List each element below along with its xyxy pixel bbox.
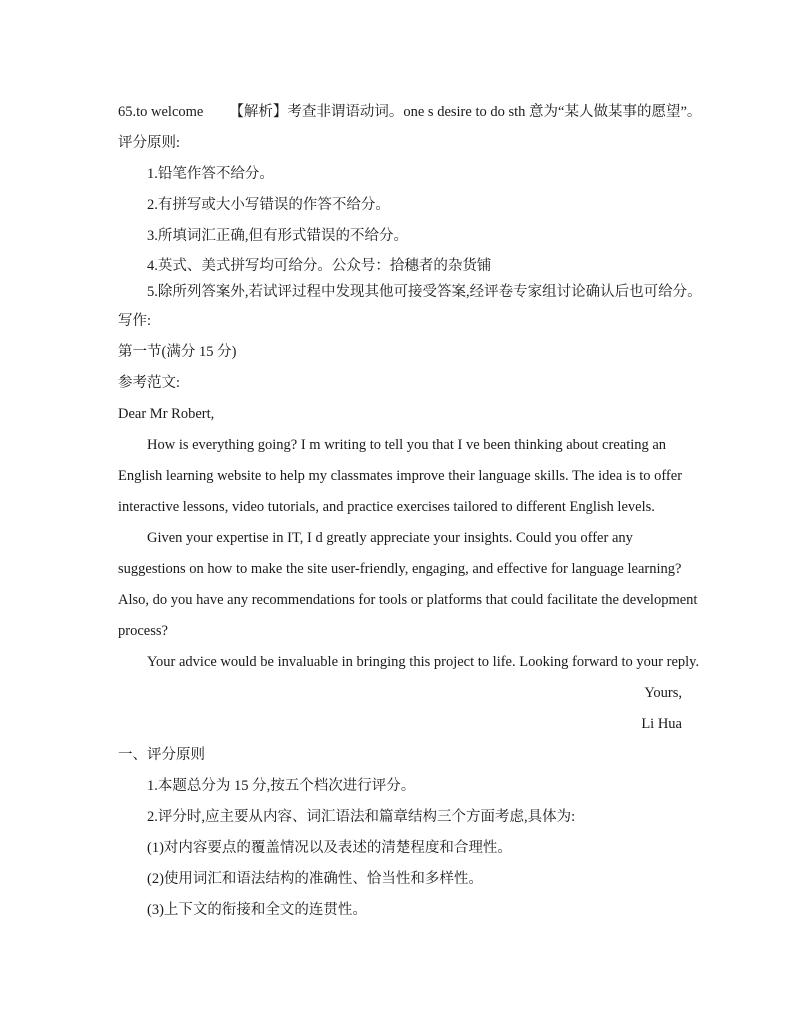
scoring-rule-2: 2.有拼写或大小写错误的作答不给分。 — [147, 197, 390, 213]
scoring-rule-4: 4.英式、美式拼写均可给分。公众号：拾穗者的杂货铺 — [147, 258, 492, 274]
letter-salutation: Dear Mr Robert, — [118, 406, 215, 422]
letter-p2-line-4: process? — [118, 623, 168, 639]
answer-analysis: 【解析】考查非谓语动词。one s desire to do sth 意为“某人做某事的愿望”。 — [229, 104, 702, 120]
letter-p2-line-2: suggestions on how to make the site user-friendly, engaging, and effective for language learning? — [118, 561, 682, 577]
criteria-heading: 一、评分原则 — [118, 747, 205, 763]
writing-heading: 写作: — [118, 313, 152, 329]
section-heading: 第一节(满分 15 分) — [118, 344, 237, 360]
letter-p3-line-1: Your advice would be invaluable in bringing this project to life. Looking forward to your reply. — [147, 654, 700, 670]
letter-p2-line-1: Given your expertise in IT, I d greatly appreciate your insights. Could you offer any — [147, 530, 633, 546]
scoring-rule-5: 5.除所列答案外,若试评过程中发现其他可接受答案,经评卷专家组讨论确认后也可给分。 — [147, 284, 702, 300]
scoring-rule-1: 1.铅笔作答不给分。 — [147, 166, 274, 182]
letter-p1-line-2: English learning website to help my classmates improve their language skills. The idea is to offer — [118, 468, 683, 484]
letter-p2-line-3: Also, do you have any recommendations for tools or platforms that could facilitate the development — [118, 592, 698, 608]
letter-closing: Yours, — [644, 685, 682, 701]
criteria-item-5: (3)上下文的衔接和全文的连贯性。 — [147, 902, 367, 918]
criteria-item-2: 2.评分时,应主要从内容、词汇语法和篇章结构三个方面考虑,具体为: — [147, 809, 576, 825]
criteria-item-4: (2)使用词汇和语法结构的准确性、恰当性和多样性。 — [147, 871, 483, 887]
answer-number: 65.to welcome — [118, 104, 204, 120]
criteria-item-1: 1.本题总分为 15 分,按五个档次进行评分。 — [147, 778, 416, 794]
scoring-heading: 评分原则: — [118, 135, 181, 151]
answer-line — [118, 102, 701, 122]
scoring-rule-3: 3.所填词汇正确,但有形式错误的不给分。 — [147, 228, 408, 244]
letter-p1-line-1: How is everything going? I m writing to tell you that I ve been thinking about creating an — [147, 437, 667, 453]
criteria-item-3: (1)对内容要点的覆盖情况以及表述的清楚程度和合理性。 — [147, 840, 512, 856]
letter-p1-line-3: interactive lessons, video tutorials, and practice exercises tailored to different English levels. — [118, 499, 655, 515]
letter-signature: Li Hua — [641, 716, 682, 732]
sample-heading: 参考范文: — [118, 375, 181, 391]
